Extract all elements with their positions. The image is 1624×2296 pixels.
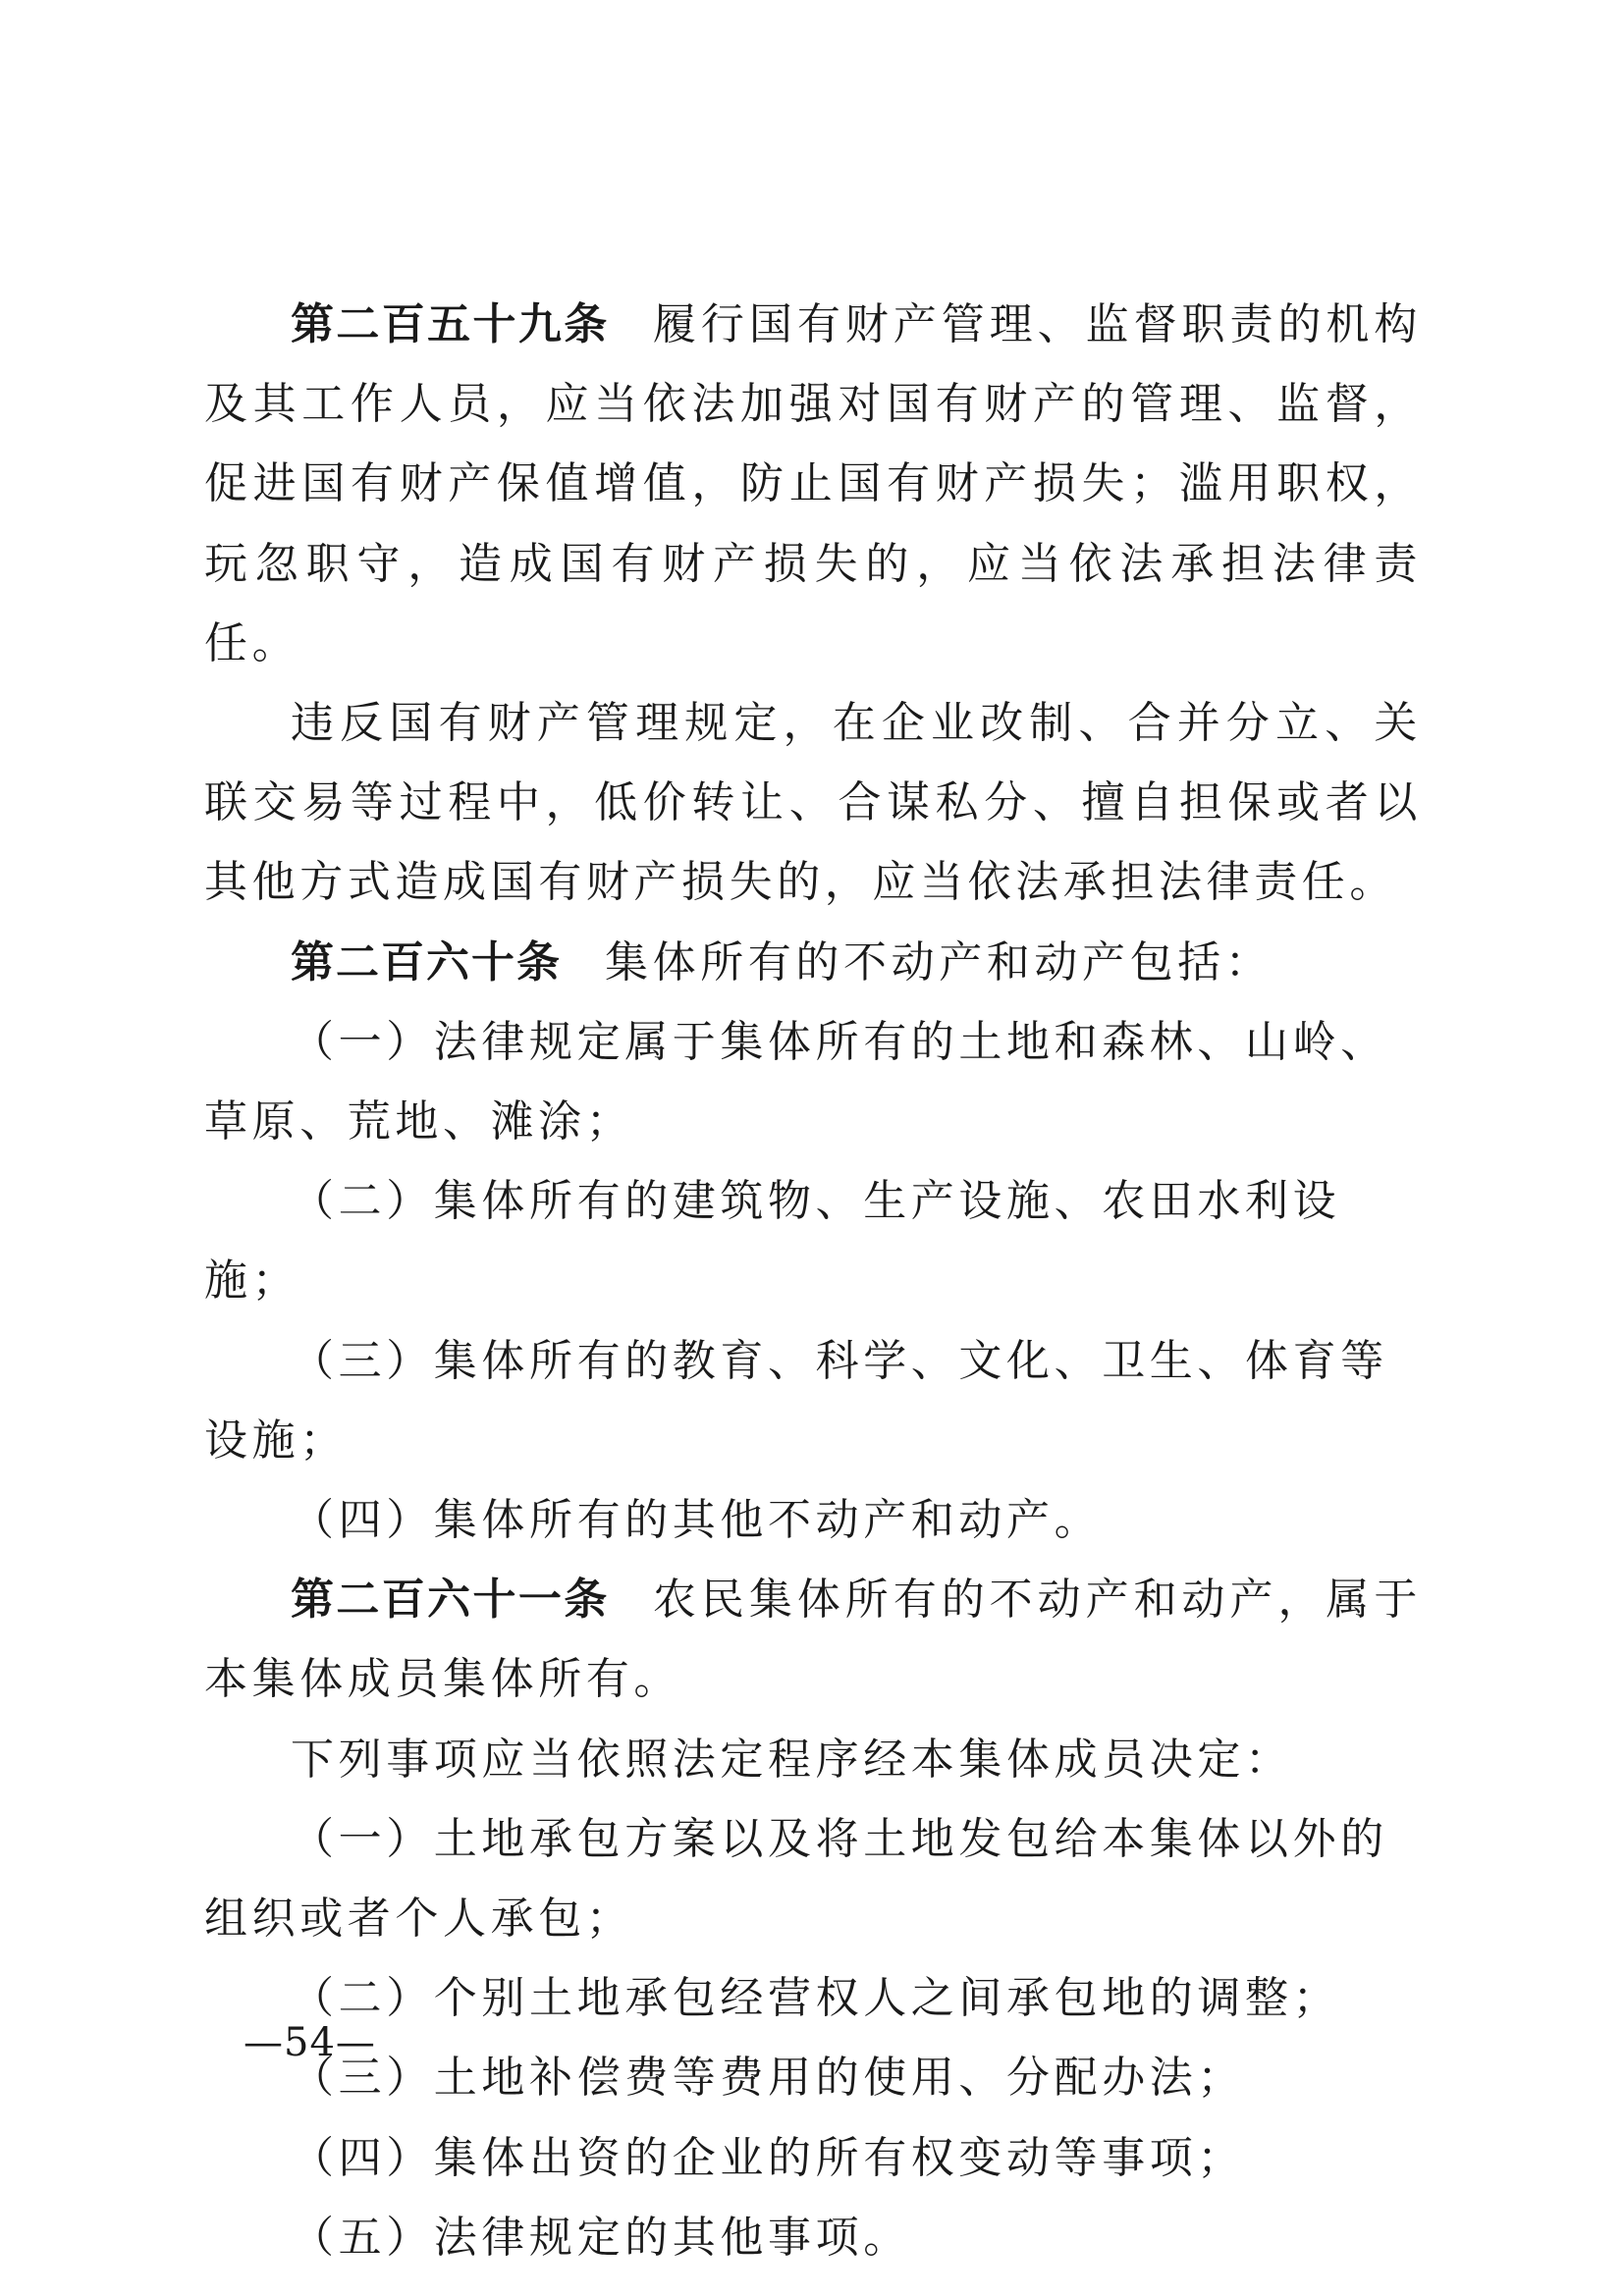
article-261-item-4: （四）集体出资的企业的所有权变动等事项； — [291, 2132, 1245, 2183]
article-259-heading: 第二百五十九条 — [291, 299, 610, 349]
article-259-paragraph-2: 违反国有财产管理规定，在企业改制、合并分立、关联交易等过程中，低价转让、合谋私分、擅自担保或者以其他方式造成国有财产损失的，应当依法承担法律责任。 — [204, 698, 1422, 908]
article-260-item-1: （一）法律规定属于集体所有的土地和森林、山岭、草原、荒地、滩涂； — [204, 1016, 1388, 1148]
article-261-item-1: （一）土地承包方案以及将土地发包给本集体以外的组织或者个人承包； — [204, 1813, 1388, 1945]
article-260-item-3: （三）集体所有的教育、科学、文化、卫生、体育等设施； — [204, 1335, 1388, 1466]
document-body — [204, 285, 1422, 2277]
article-261-body: 农民集体所有的不动产和动产，属于本集体成员集体所有。 — [204, 1575, 1422, 1705]
article-260 — [204, 923, 1422, 1002]
article-261-paragraph-2: 下列事项应当依照法定程序经本集体成员决定： — [291, 1734, 1293, 1785]
article-260-body: 集体所有的不动产和动产包括： — [605, 936, 1273, 988]
article-260-heading: 第二百六十条 — [291, 936, 562, 988]
article-261 — [204, 1560, 1422, 1719]
article-261-heading: 第二百六十一条 — [291, 1575, 610, 1626]
article-260-item-2: （二）集体所有的建筑物、生产设施、农田水利设施； — [204, 1176, 1341, 1307]
article-259-body: 履行国有财产管理、监督职责的机构及其工作人员，应当依法加强对国有财产的管理、监督，促进国有财产保值增值，防止国有财产损失；滥用职权，玩忽职守，造成国有财产损失的，应当依法承担法律责任。 — [204, 299, 1422, 668]
article-259 — [204, 285, 1422, 683]
page-number: —54— — [244, 2020, 376, 2065]
article-260-item-4: （四）集体所有的其他不动产和动产。 — [291, 1495, 1103, 1546]
article-261-item-3: （三）土地补偿费等费用的使用、分配办法； — [291, 2053, 1245, 2104]
article-261-item-5: （五）法律规定的其他事项。 — [291, 2212, 911, 2263]
article-261-item-2: （二）个别土地承包经营权人之间承包地的调整； — [291, 1973, 1341, 2024]
